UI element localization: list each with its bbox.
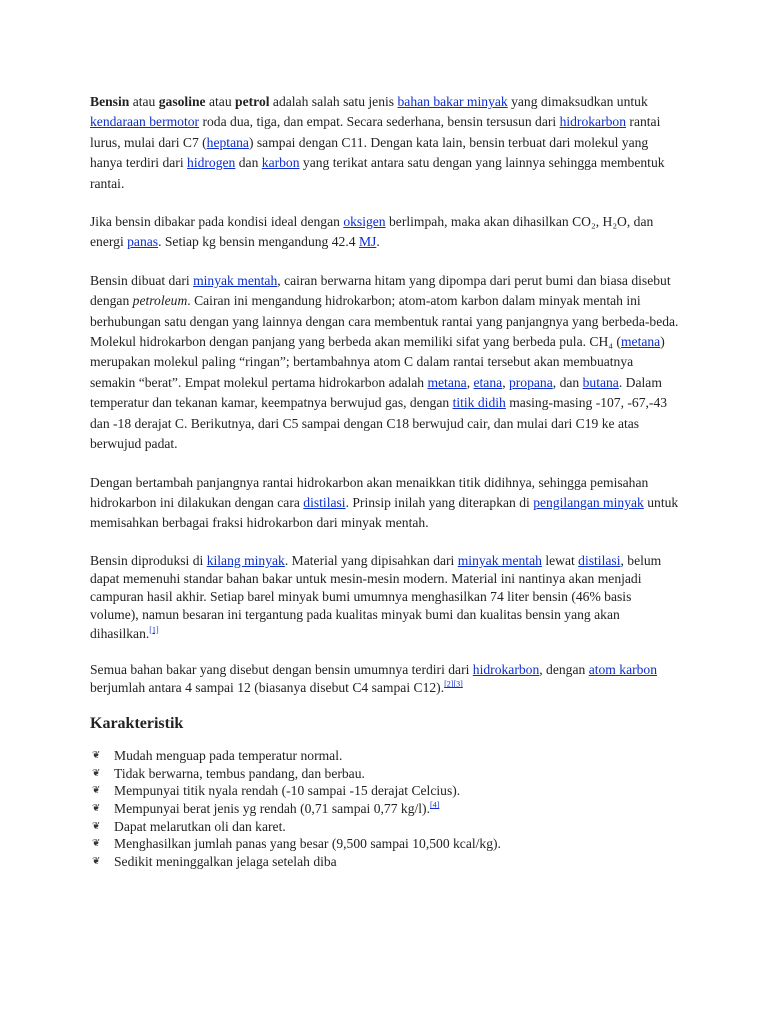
link-oksigen[interactable]: oksigen	[343, 214, 386, 230]
text: . Cairan ini mengandung hidrokarbon; atom-atom karbon dalam minyak mentah ini berhubungan satu dengan yang lainnya dengan cara membentuk rantai yang panjangnya yang berbeda-beda. Molekul hidrokarbon dengan panjang yang berbeda akan memiliki sifat yang berbeda pula. CH₄ (	[90, 293, 679, 350]
list-item-text: Sedikit meninggalkan jelaga setelah diba	[114, 853, 337, 869]
list-item-text: Tidak berwarna, tembus pandang, dan berbau.	[114, 765, 365, 781]
link-minyak-mentah-2[interactable]: minyak mentah	[457, 552, 542, 568]
fleuron-bullet-icon: ❦	[92, 855, 101, 867]
fleuron-bullet-icon: ❦	[92, 802, 101, 814]
text: lewat	[541, 552, 579, 568]
citation-link-1[interactable]: [1]	[149, 625, 159, 634]
article	[90, 92, 680, 870]
citation	[149, 625, 158, 634]
text: berjumlah antara 4 sampai 12 (biasanya disebut C4 sampai C12).	[90, 679, 445, 695]
list-item	[90, 835, 680, 853]
text: ,	[502, 374, 509, 390]
link-pengilangan-minyak[interactable]: pengilangan minyak	[533, 494, 644, 510]
text: , dan	[552, 374, 583, 390]
characteristics-list	[90, 747, 680, 870]
text: masing-masing -107, -67,-43 dan -18 derajat C. Berikutnya, dari C5 sampai dengan C18 berwujud cair, dan mulai dari C19 ke atas berwujud padat.	[90, 395, 668, 452]
fleuron-bullet-icon: ❦	[92, 785, 101, 797]
list-item-text: Mempunyai berat jenis yg rendah (0,71 sampai 0,77 kg/l).	[114, 800, 430, 816]
link-mj[interactable]: MJ	[358, 234, 377, 250]
text: ) merupakan molekul paling “ringan”; bertambahnya atom C dalam rantai tersebut akan membuatnya semakin “berat”. Empat molekul pertama hidrokarbon adalah	[90, 334, 665, 390]
text: . Setiap kg bensin mengandung 42.4	[158, 234, 359, 250]
text: , belum dapat memenuhi standar bahan bakar untuk mesin-mesin modern. Material ini nantinya akan menjadi campuran hasil akhir. Setiap barel minyak bumi umumnya menghasilkan 74 liter bensin (46% basis volume), namun besaran ini tergantung pada kualitas minyak bumi dan kualitas bensin yang akan dihasilkan.	[90, 552, 662, 641]
link-distilasi[interactable]: distilasi	[303, 494, 346, 510]
link-heptana[interactable]: heptana	[206, 134, 249, 150]
paragraph-distillation	[90, 473, 680, 534]
link-kilang-minyak[interactable]: kilang minyak	[206, 552, 285, 568]
text: . Material yang dipisahkan dari	[284, 552, 458, 568]
paragraph-combustion	[90, 212, 680, 253]
list-item-text: Dapat melarutkan oli dan karet.	[114, 818, 286, 834]
text: . Prinsip inilah yang diterapkan di	[345, 494, 534, 510]
list-item	[90, 800, 680, 818]
list-item-text: Mempunyai titik nyala rendah (-10 sampai -15 derajat Celcius).	[114, 783, 461, 799]
list-item-text: Menghasilkan jumlah panas yang besar (9,500 sampai 10,500 kcal/kg).	[114, 836, 501, 852]
text: ,	[466, 374, 474, 390]
paragraph-production	[90, 552, 680, 643]
link-panas[interactable]: panas	[127, 234, 159, 250]
link-metana[interactable]: metana	[620, 334, 661, 350]
text: Jika bensin dibakar pada kondisi ideal dengan	[90, 214, 344, 230]
text: , dengan	[539, 661, 589, 677]
link-butana[interactable]: butana	[582, 374, 619, 390]
link-metana-2[interactable]: metana	[427, 374, 467, 390]
citation-link-4[interactable]: [4]	[429, 800, 440, 810]
link-titik-didih[interactable]: titik didih	[452, 395, 506, 411]
text: Dengan bertambah panjangnya rantai hidrokarbon akan menaikkan titik didihnya, sehingga pemisahan hidrokarbon ini dilakukan dengan cara	[90, 474, 649, 510]
link-propana[interactable]: propana	[508, 374, 553, 390]
paragraph-composition	[90, 661, 680, 697]
text: Semua bahan bakar yang disebut dengan bensin umumnya terdiri dari	[90, 661, 473, 677]
text: yang terikat antara satu dengan yang lainnya sehingga membentuk rantai.	[90, 155, 665, 191]
fleuron-bullet-icon: ❦	[92, 767, 101, 779]
text: . Dalam temperatur dan tekanan kamar, keempatnya berwujud gas, dengan	[90, 374, 662, 411]
text: atau	[205, 94, 236, 109]
citation	[444, 679, 463, 688]
text: untuk memisahkan berbagai fraksi hidrokarbon dari minyak mentah.	[90, 494, 679, 531]
link-kendaraan-bermotor[interactable]: kendaraan bermotor	[90, 114, 200, 130]
link-karbon[interactable]: karbon	[261, 155, 300, 171]
paragraph-intro	[90, 92, 680, 194]
term-petroleum: petroleum	[132, 293, 188, 309]
list-item	[90, 765, 680, 783]
link-etana[interactable]: etana	[473, 374, 503, 390]
section-heading-karakteristik: Karakteristik	[90, 715, 184, 733]
text: rantai lurus, mulai dari C7 (	[90, 114, 661, 150]
link-distilasi-2[interactable]: distilasi	[578, 552, 621, 568]
term-bensin: Bensin	[90, 94, 130, 109]
link-hidrokarbon[interactable]: hidrokarbon	[559, 114, 627, 130]
text: dan	[235, 155, 262, 171]
list-item	[90, 747, 680, 765]
paragraph-origin	[90, 271, 680, 455]
text: Bensin diproduksi di	[90, 552, 207, 568]
text: , cairan berwarna hitam yang dipompa dari perut bumi dan biasa disebut dengan	[90, 272, 671, 309]
text: berlimpah, maka akan dihasilkan CO₂, H₂O, dan energi	[90, 214, 654, 250]
text: Bensin dibuat dari	[90, 272, 194, 288]
fleuron-bullet-icon: ❦	[92, 838, 101, 850]
link-atom-karbon[interactable]: atom karbon	[588, 661, 658, 677]
link-bahan-bakar-minyak[interactable]: bahan bakar minyak	[397, 94, 508, 109]
link-minyak-mentah[interactable]: minyak mentah	[193, 272, 278, 288]
fleuron-bullet-icon: ❦	[92, 820, 101, 832]
list-item	[90, 818, 680, 836]
citation	[430, 800, 439, 809]
list-item-text: Mudah menguap pada temperatur normal.	[114, 748, 343, 764]
text: atau	[129, 94, 159, 109]
text: ) sampai dengan C11. Dengan kata lain, bensin terbuat dari molekul yang hanya terdiri dari	[90, 134, 649, 171]
link-hidrogen[interactable]: hidrogen	[187, 155, 236, 171]
text: .	[376, 234, 380, 250]
list-item	[90, 853, 680, 871]
text: yang dimaksudkan untuk	[507, 94, 648, 109]
text: roda dua, tiga, dan empat. Secara sederhana, bensin tersusun dari	[199, 114, 560, 130]
fleuron-bullet-icon: ❦	[92, 750, 101, 762]
link-hidrokarbon-2[interactable]: hidrokarbon	[472, 661, 540, 677]
citation-link-2-3[interactable]: [2][3]	[444, 679, 463, 689]
text: adalah salah satu jenis	[269, 94, 398, 109]
term-petrol: petrol	[235, 94, 270, 109]
term-gasoline: gasoline	[158, 94, 206, 109]
list-item	[90, 782, 680, 800]
